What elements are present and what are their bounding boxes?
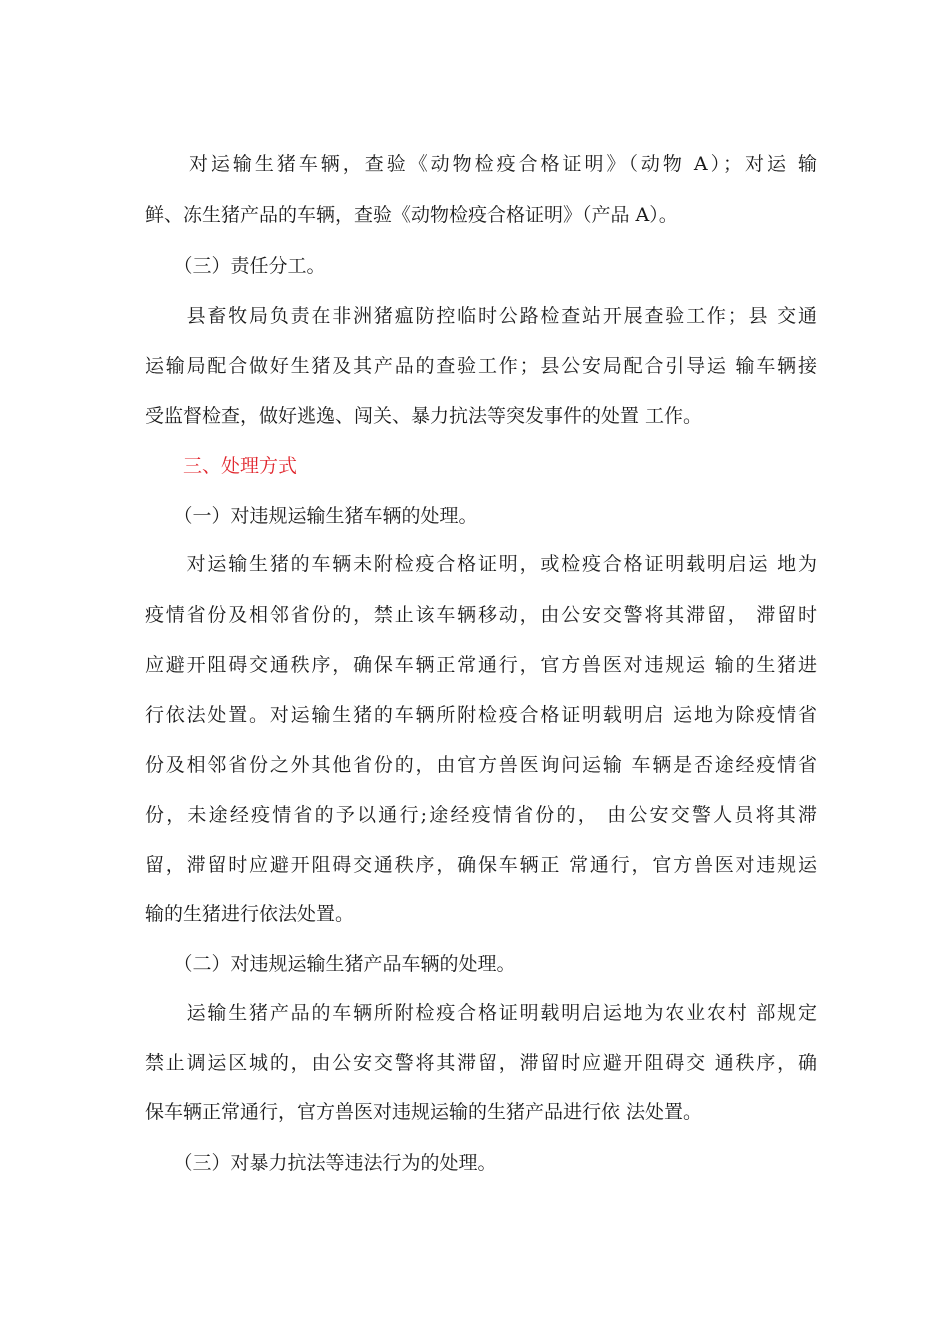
text-line: 受监督检查，做好逃逸、闯关、暴力抗法等突发事件的处置 工作。	[145, 405, 703, 427]
text-line: 份，未途经疫情省的予以通行;途经疫情省份的， 由公安交警人员将其滞	[145, 804, 817, 826]
section-heading: （三）对暴力抗法等违法行为的处理。	[145, 1152, 497, 1174]
text-line: 份及相邻省份之外其他省份的，由官方兽医询问运输 车辆是否途经疫情省	[145, 754, 817, 776]
text-line: 禁止调运区城的，由公安交警将其滞留，滞留时应避开阻碍交 通秩序，确	[145, 1052, 817, 1074]
text-line: 行依法处置。对运输生猪的车辆所附检疫合格证明载明启 运地为除疫情省	[145, 704, 817, 726]
text-line: 疫情省份及相邻省份的，禁止该车辆移动，由公安交警将其滞留， 滞留时	[145, 604, 817, 626]
text-line: 对运输生猪车辆，查验《动物检疫合格证明》（动物 A）；对运 输	[145, 153, 817, 175]
section-heading: （一）对违规运输生猪车辆的处理。	[145, 505, 478, 527]
text-line: 运输局配合做好生猪及其产品的查验工作；县公安局配合引导运 输车辆接	[145, 355, 817, 377]
section-heading: （二）对违规运输生猪产品车辆的处理。	[145, 953, 516, 975]
text-line: 保车辆正常通行，官方兽医对违规运输的生猪产品进行依 法处置。	[145, 1101, 703, 1123]
text-line: 对运输生猪的车辆未附检疫合格证明，或检疫合格证明载明启运 地为	[145, 553, 817, 575]
text-line: 输的生猪进行依法处置。	[145, 903, 355, 925]
text-line: 鲜、冻生猪产品的车辆，查验《动物检疫合格证明》（产品 A）。	[145, 204, 678, 226]
text-line: 运输生猪产品的车辆所附检疫合格证明载明启运地为农业农村 部规定	[145, 1002, 817, 1024]
text-line: 县畜牧局负责在非洲猪瘟防控临时公路检查站开展查验工作；县 交通	[145, 305, 817, 327]
section-heading: （三）责任分工。	[145, 255, 326, 277]
chapter-heading: 三、处理方式	[145, 455, 298, 477]
text-line: 留，滞留时应避开阻碍交通秩序，确保车辆正 常通行，官方兽医对违规运	[145, 854, 817, 876]
text-line: 应避开阻碍交通秩序，确保车辆正常通行，官方兽医对违规运 输的生猪进	[145, 654, 817, 676]
